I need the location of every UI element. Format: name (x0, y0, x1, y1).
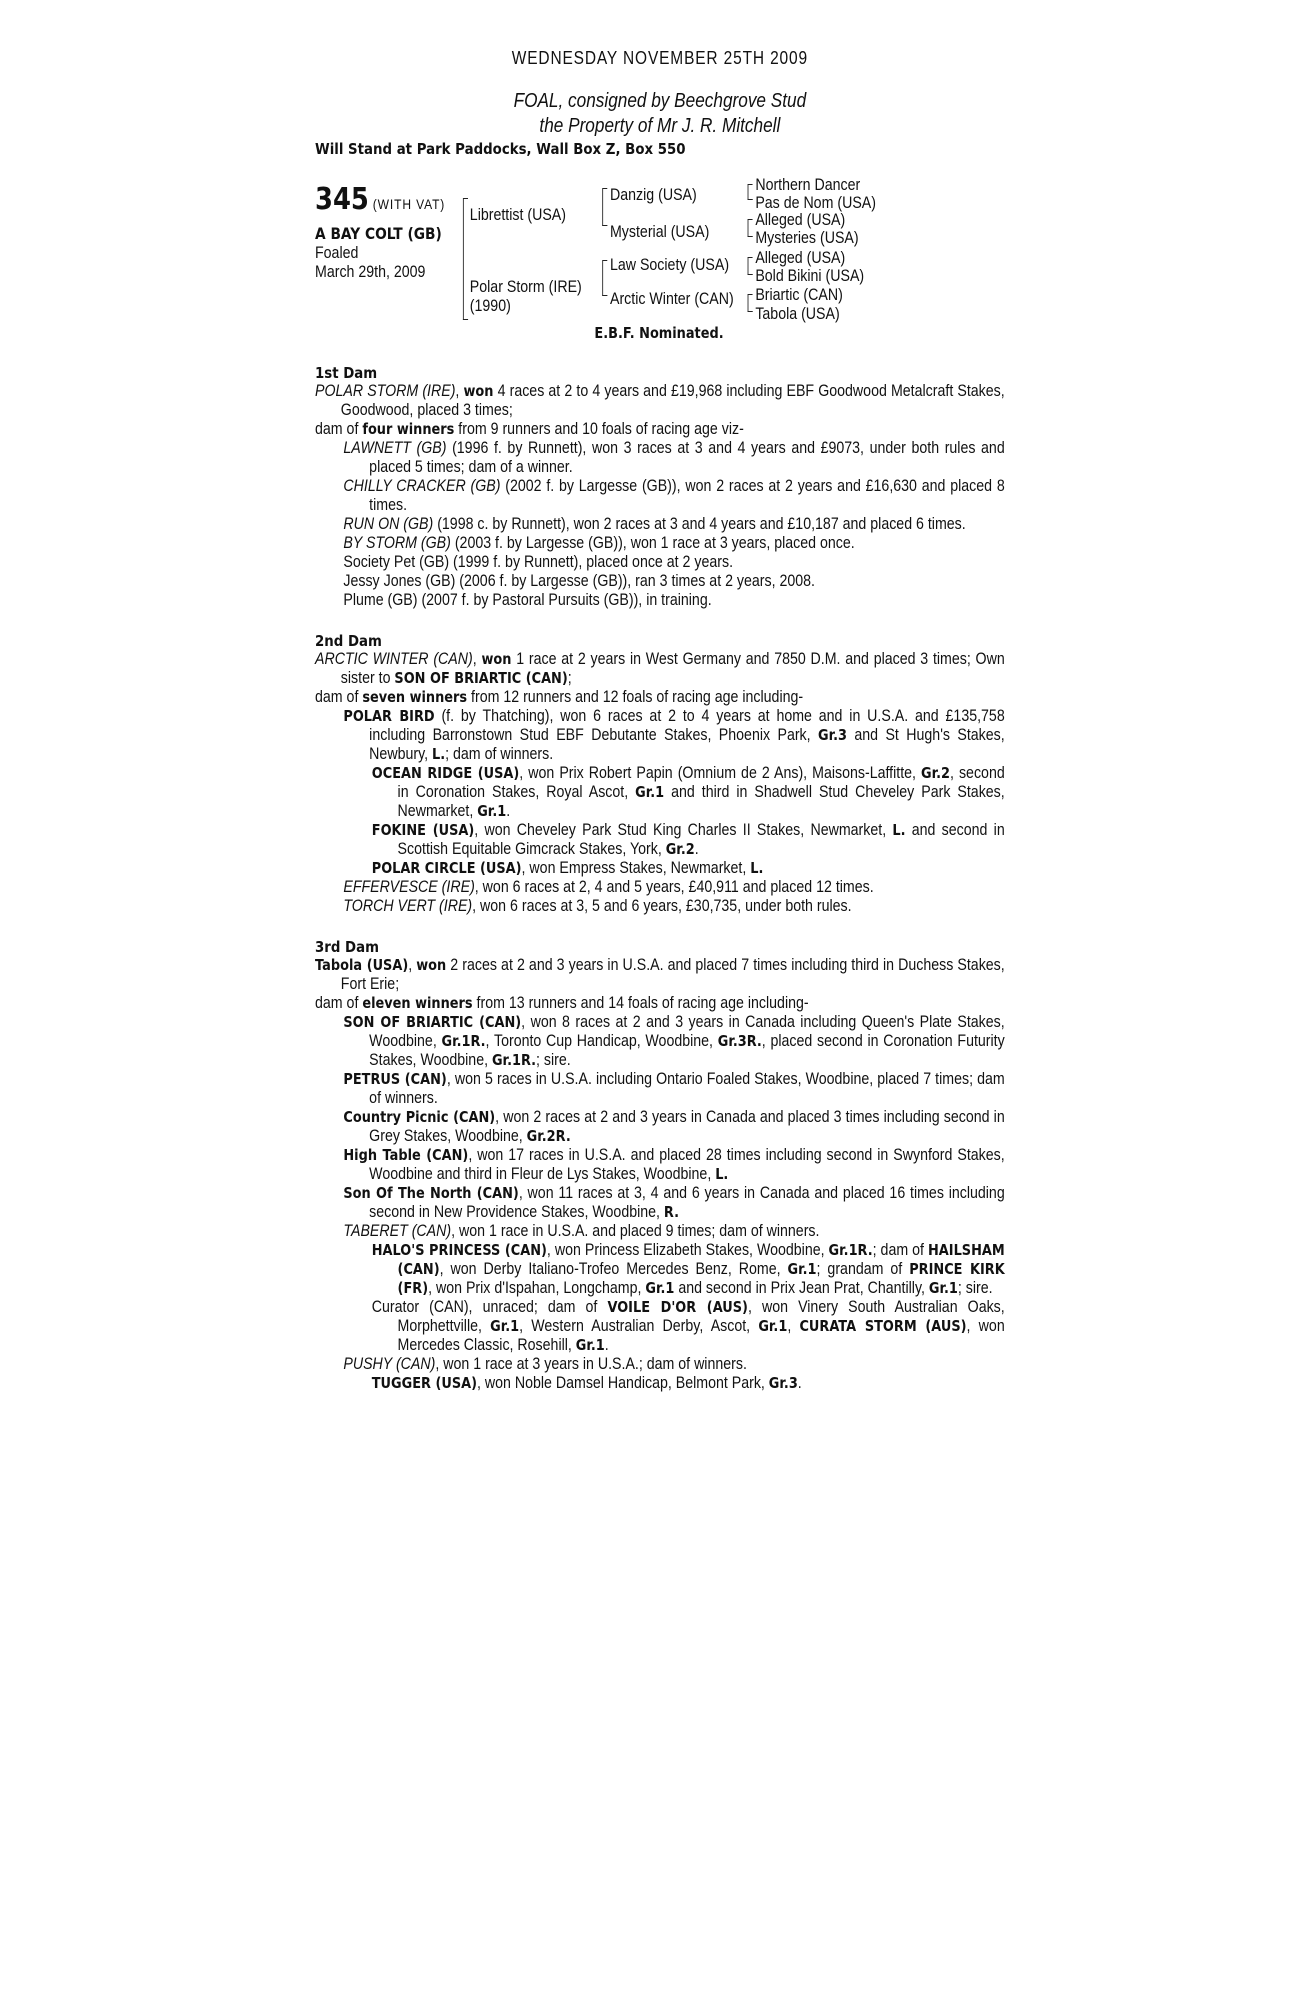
dam2-entry: OCEAN RIDGE (USA), won Prix Robert Papin (Omnium de 2 Ans), Maisons-Laffitte, Gr.2, second in Coronation Stakes, Royal Ascot, Gr.1 and third in Shadwell Stud Cheveley Park Stakes, Newmarket, Gr.1. (371, 764, 1005, 820)
dam-sire-sire: Alleged (USA) (755, 249, 846, 267)
third-dam-lines (315, 956, 1005, 1393)
dam1-entry: LAWNETT (GB) (1996 f. by Runnett), won 3 races at 3 and 4 years and £9073, under both rules and placed 5 times; dam of a winner. (343, 439, 1005, 476)
dam1-entry: dam of four winners from 9 runners and 10 foals of racing age viz- (315, 420, 744, 438)
foaled-label: Foaled (315, 244, 359, 262)
dam1-entry: Jessy Jones (GB) (2006 f. by Largesse (GB)), ran 3 times at 2 years, 2008. (343, 572, 816, 590)
dam2-entry: FOKINE (USA), won Cheveley Park Stud King Charles II Stakes, Newmarket, L. and second in Scottish Equitable Gimcrack Stakes, York, Gr.2. (371, 821, 1005, 858)
dam2-entry: ARCTIC WINTER (CAN), won 1 race at 2 years in West Germany and 7850 D.M. and placed 3 times; Own sister to SON OF BRIARTIC (CAN); (315, 650, 1005, 687)
dam3-entry: Son Of The North (CAN), won 11 races at 3, 4 and 6 years in Canada and placed 16 times including second in New Providence Stakes, Woodbine, R. (343, 1184, 1005, 1221)
dam3-entry: TABERET (CAN), won 1 race in U.S.A. and placed 9 times; dam of winners. (343, 1222, 820, 1240)
lot-number: 345 (315, 182, 369, 217)
brace-sd (748, 219, 749, 237)
consignor-line: FOAL, consigned by Beechgrove Stud (513, 90, 807, 112)
third-dam-section (315, 938, 1005, 1393)
dam2-entry: TORCH VERT (IRE), won 6 races at 3, 5 and 6 years, £30,735, under both rules. (343, 897, 852, 915)
dam3-entry: PETRUS (CAN), won 5 races in U.S.A. including Ontario Foaled Stakes, Woodbine, placed 7 times; dam of winners. (343, 1070, 1005, 1107)
dam3-entry: dam of eleven winners from 13 runners and 14 foals of racing age including- (315, 994, 809, 1012)
dam-year: (1990) (469, 297, 511, 315)
brace-dam (602, 260, 603, 296)
dam-sire-dam: Bold Bikini (USA) (755, 267, 865, 285)
first-dam-heading: 1st Dam (315, 364, 378, 382)
ebf-nomination: E.B.F. Nominated. (594, 324, 724, 342)
dam3-entry: HALO'S PRINCESS (CAN), won Princess Elizabeth Stakes, Woodbine, Gr.1R.; dam of HAILSHAM (CAN), won Derby Italiano-Trofeo Mercedes Benz, Rome, Gr.1; grandam of PRINCE KIRK (FR), won Prix d'Ispahan, Longchamp, Gr.1 and second in Prix Jean Prat, Chantilly, Gr.1; sire. (371, 1241, 1005, 1297)
brace-ds (748, 257, 749, 275)
dam2-entry: EFFERVESCE (IRE), won 6 races at 2, 4 and 5 years, £40,911 and placed 12 times. (343, 878, 874, 896)
brace-gen1 (463, 198, 464, 320)
dam1-entry: BY STORM (GB) (2003 f. by Largesse (GB)), won 1 race at 3 years, placed once. (343, 534, 855, 552)
dam1-entry: Society Pet (GB) (1999 f. by Runnett), placed once at 2 years. (343, 553, 734, 571)
dam3-entry: TUGGER (USA), won Noble Damsel Handicap, Belmont Park, Gr.3. (371, 1374, 802, 1392)
dam-dam: Arctic Winter (CAN) (609, 290, 734, 308)
sire-sire-sire: Northern Dancer (755, 176, 861, 194)
second-dam-section (315, 632, 1005, 916)
vat-note: (WITH VAT) (372, 196, 446, 212)
dam1-entry: Plume (GB) (2007 f. by Pastoral Pursuits (GB)), in training. (343, 591, 712, 609)
dam1-entry: POLAR STORM (IRE), won 4 races at 2 to 4 years and £19,968 including EBF Goodwood Metalcraft Stakes, Goodwood, placed 3 times; (315, 382, 1005, 419)
dam2-entry: dam of seven winners from 12 runners and 12 foals of racing age including- (315, 688, 804, 706)
consignor-block (315, 89, 1005, 139)
lot-header (315, 182, 445, 217)
brace-sire (602, 188, 603, 226)
pedigree-table (315, 176, 1005, 342)
dam1-entry: RUN ON (GB) (1998 c. by Runnett), won 2 races at 3 and 4 years and £10,187 and placed 6 times. (343, 515, 966, 533)
sire-sire-dam: Pas de Nom (USA) (755, 194, 876, 212)
brace-dd (748, 294, 749, 312)
dam3-entry: PUSHY (CAN), won 1 race at 3 years in U.S.A.; dam of winners. (343, 1355, 747, 1373)
sire-sire: Danzig (USA) (609, 186, 697, 204)
catalogue-page (315, 48, 1005, 1393)
sire-dam-sire: Alleged (USA) (755, 211, 846, 229)
sire-dam-dam: Mysteries (USA) (755, 229, 859, 247)
dam3-entry: Country Picnic (CAN), won 2 races at 2 and 3 years in Canada and placed 3 times including second in Grey Stakes, Woodbine, Gr.2R. (343, 1108, 1005, 1145)
dam2-entry: POLAR BIRD (f. by Thatching), won 6 races at 2 to 4 years at home and in U.S.A. and £135,758 including Barronstown Stud EBF Debutante Stakes, Phoenix Park, Gr.3 and St Hugh's Stakes, Newbury, L.; dam of winners. (343, 707, 1005, 763)
third-dam-heading: 3rd Dam (315, 938, 379, 956)
sire-dam: Mysterial (USA) (609, 223, 710, 241)
dam-dam-sire: Briartic (CAN) (755, 286, 843, 304)
first-dam-lines (315, 382, 1005, 610)
lot-title: A BAY COLT (GB) (315, 224, 442, 243)
dam3-entry: High Table (CAN), won 17 races in U.S.A. and placed 28 times including second in Swynford Stakes, Woodbine and third in Fleur de Lys Stakes, Woodbine, L. (343, 1146, 1005, 1183)
owner-line: the Property of Mr J. R. Mitchell (539, 115, 781, 137)
dam: Polar Storm (IRE) (469, 278, 582, 296)
page-content (315, 48, 1005, 1393)
brace-ss (748, 184, 749, 200)
foaled-date: March 29th, 2009 (315, 263, 426, 281)
second-dam-lines (315, 650, 1005, 916)
dam3-entry: SON OF BRIARTIC (CAN), won 8 races at 2 and 3 years in Canada including Queen's Plate Stakes, Woodbine, Gr.1R., Toronto Cup Handicap, Woodbine, Gr.3R., placed second in Coronation Futurity Stakes, Woodbine, Gr.1R.; sire. (343, 1013, 1005, 1069)
sire: Librettist (USA) (469, 206, 566, 224)
first-dam-section (315, 364, 1005, 610)
sale-date: WEDNESDAY NOVEMBER 25TH 2009 (511, 48, 808, 68)
dam-dam-dam: Tabola (USA) (755, 305, 840, 323)
dam3-entry: Curator (CAN), unraced; dam of VOILE D'OR (AUS), won Vinery South Australian Oaks, Morphettville, Gr.1, Western Australian Derby, Ascot, Gr.1, CURATA STORM (AUS), won Mercedes Classic, Rosehill, Gr.1. (371, 1298, 1005, 1354)
dam3-entry: Tabola (USA), won 2 races at 2 and 3 years in U.S.A. and placed 7 times including third in Duchess Stakes, Fort Erie; (315, 956, 1005, 993)
dam-sire: Law Society (USA) (609, 256, 730, 274)
dam2-entry: POLAR CIRCLE (USA), won Empress Stakes, Newmarket, L. (371, 859, 764, 877)
stand-location: Will Stand at Park Paddocks, Wall Box Z, Box 550 (315, 140, 686, 158)
dam1-entry: CHILLY CRACKER (GB) (2002 f. by Largesse (GB)), won 2 races at 2 years and £16,630 and placed 8 times. (343, 477, 1005, 514)
second-dam-heading: 2nd Dam (315, 632, 382, 650)
